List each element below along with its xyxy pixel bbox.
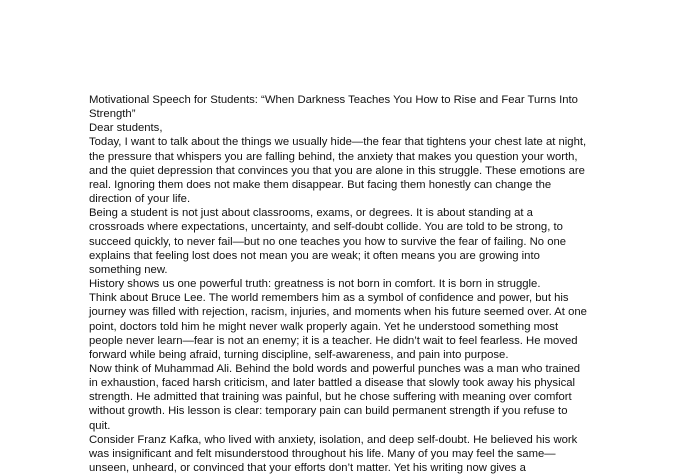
paragraph-bruce-lee: Think about Bruce Lee. The world remembers him as a symbol of confidence and power, but his journey was filled with rejection, racism, injuries, and moments when his future seemed over. At one point, doctors told him he might never walk properly again. Yet he understood something most people never learn—fear is not an enemy; it is a teacher. He didn’t wait to feel fearless. He moved forward while being afraid, turning discipline, self-awareness, and pain into purpose.: [89, 292, 587, 361]
paragraph-history: History shows us one powerful truth: greatness is not born in comfort. It is born in struggle.: [89, 278, 541, 291]
speech-title: Motivational Speech for Students: “When Darkness Teaches You How to Rise and Fear Turns Into Strength”: [89, 94, 578, 121]
paragraph-intro: Today, I want to talk about the things we usually hide—the fear that tightens your chest late at night, the pressure that whispers you are falling behind, the anxiety that makes you question your worth, and the quiet depression that convinces you that you are alone in this struggle. These emotions are real. Ignoring them does not make them disappear. But facing them honestly can change the direction of your life.: [89, 136, 587, 206]
paragraph-student-life: Being a student is not just about classrooms, exams, or degrees. It is about standing at a crossroads where expectations, uncertainty, and self-doubt collide. You are told to be strong, to succeed quickly, to never fail—but no one teaches you how to survive the fear of failing. No one explains that feeling lost does not mean you are weak; it often means you are growing into something new.: [89, 207, 567, 276]
salutation: Dear students,: [89, 122, 163, 135]
paragraph-franz-kafka: Consider Franz Kafka, who lived with anxiety, isolation, and deep self-doubt. He believed his work was insignificant and felt misunderstood throughout his life. Many of you may feel the same—unseen, unheard, or convinced that your efforts don’t matter. Yet his writing now gives a: [89, 433, 578, 475]
paragraph-muhammad-ali: Now think of Muhammad Ali. Behind the bold words and powerful punches was a man who trained in exhaustion, faced harsh criticism, and later battled a disease that slowly took away his physical strength. He admitted that training was painful, but he chose suffering with meaning over comfort without growth. His lesson is clear: temporary pain can build permanent strength if you refuse to quit.: [89, 362, 581, 432]
speech-text: [89, 93, 589, 475]
